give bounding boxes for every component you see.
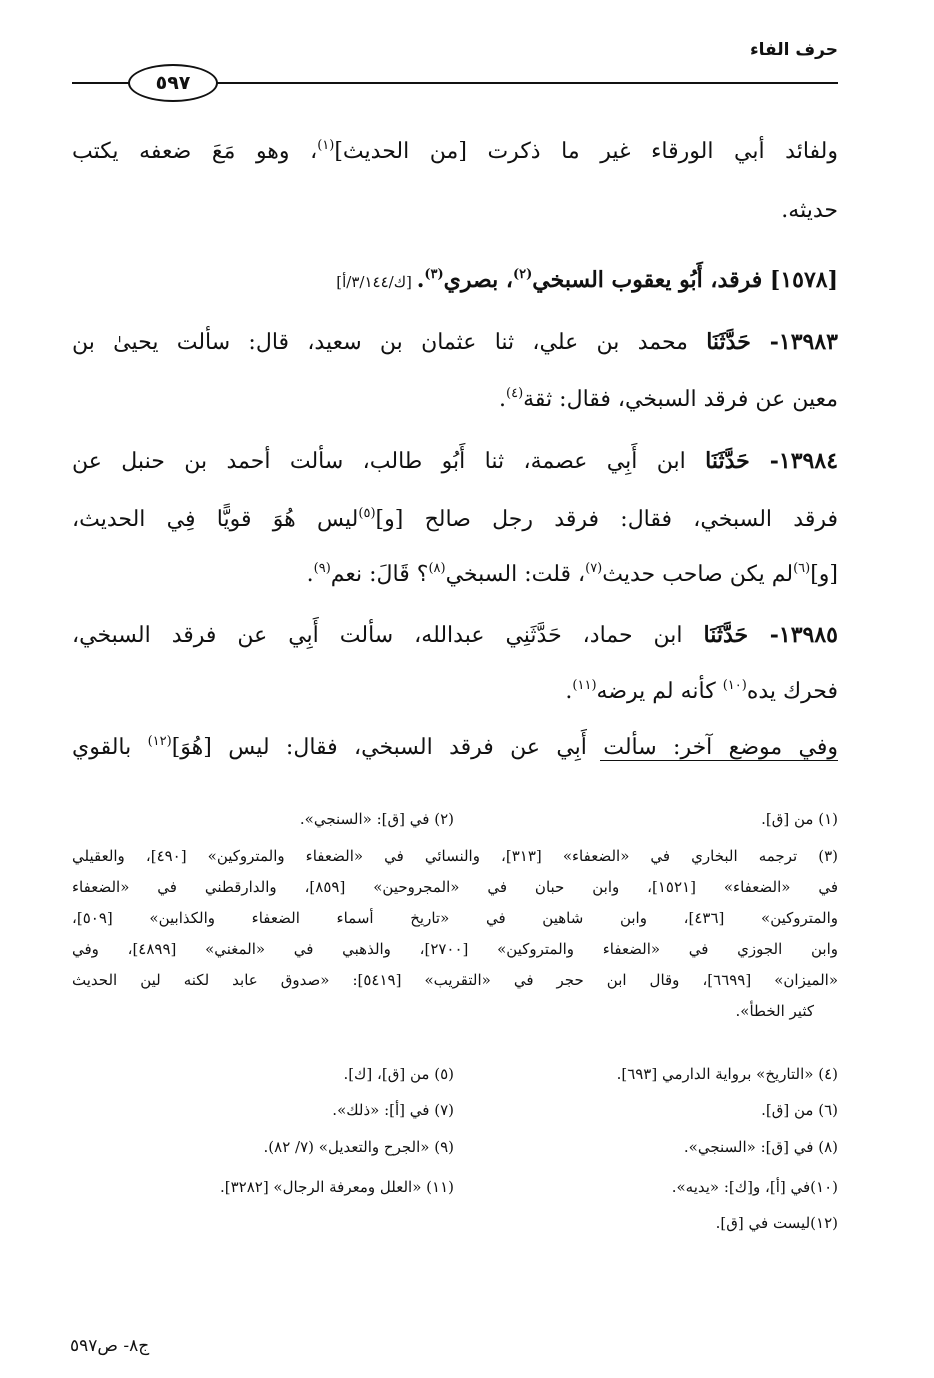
body-line: فرقد السبخي، فقال: فرقد رجل صالح [و]$^{(٥)}$ليس هُوَ قويًّا فِي الحديث، [72, 506, 839, 532]
footnote: (٢) في [ق]: «السنجي». [299, 810, 454, 828]
footnote: (١١) «العلل ومعرفة الرجال» [٣٢٨٢]. [219, 1178, 454, 1196]
hadith-line [72, 327, 838, 358]
body-line: حديثه. [781, 198, 838, 223]
chapter-title: حرف الفاء [749, 40, 838, 60]
body-line: فحرك يده$^{(١٠)}$ كأنه لم يرضه$^{(١١)}$. [565, 678, 838, 704]
footnote-line: كثير الخطأ». [735, 1002, 814, 1020]
footnote-line: في «الضعفاء» [١٥٢١]، وابن حبان في «المجروحين» [٨٥٩]، والدارقطني في «الضعفاء [72, 878, 839, 896]
entry-heading [72, 265, 838, 297]
footnote: (٩) «الجرح والتعديل» (٧/ ٨٢). [263, 1138, 454, 1156]
entry-heading-title: [١٥٧٨] فرقد، أَبُو يعقوب السبخي$^{(٢)}$، بصري$^{(٣)}$. [416, 267, 838, 293]
footnote: (١) من [ق]. [761, 810, 838, 828]
hadith-line [72, 446, 838, 477]
footnote: (١٢)ليست في [ق]. [715, 1214, 838, 1232]
body-line: ولفائد أبي الورقاء غير ما ذكرت [من الحديث]$^{(١)}$، وهو مَعَ ضعفه يكتب [72, 138, 838, 164]
footnote: (٥) من [ق]، [ك]. [343, 1065, 454, 1083]
hadith-line [72, 620, 838, 651]
footnote: (٦) من [ق]. [761, 1101, 838, 1119]
hadith-number: ١٣٩٨٣- حَدَّثَنَا [706, 329, 838, 355]
hadith-text: ابن أَبِي عصمة، ثنا أَبُو طالب، سألت أحمد بن حنبل عن [72, 449, 706, 474]
manuscript-ref: [ك/٣/١٤٤/أ] [336, 273, 417, 291]
footnote: (٧) في [أ]: «ذلك». [332, 1101, 454, 1119]
page-number-badge: ٥٩٧ [128, 64, 218, 102]
footnote-line: «الميزان» [٦٦٩٩]، وقال ابن حجر في «التقريب» [٥٤١٩]: «صدوق عابد لكنه لين الحديث [72, 971, 838, 989]
footnote-line: (٣) ترجمه البخاري في «الضعفاء» [٣١٣]، والنسائي في «الضعفاء والمتروكين» [٤٩٠]، والعقيلي [72, 847, 838, 865]
body-line: [و]$^{(٦)}$لم يكن صاحب حديث$^{(٧)}$، قلت: السبخي$^{(٨)}$؟ قَالَ: نعم$^{(٩)}$. [306, 561, 838, 587]
volume-page-reference: ج٨- ص٥٩٧ [70, 1336, 150, 1356]
hadith-number: ١٣٩٨٤- حَدَّثَنَا [705, 448, 839, 474]
footnote: (٤) «التاريخ» برواية الدارمي [٦٩٣]. [616, 1065, 838, 1083]
hadith-text: ابن حماد، حَدَّثَنِي عبدالله، سألت أَبِي عن فرقد السبخي، [72, 623, 704, 648]
footnote-line: والمتروكين» [٤٣٦]، وابن شاهين في «تاريخ أسماء الضعفاء والكذابين» [٥٠٩]، [72, 909, 838, 927]
hadith-text: محمد بن علي، ثنا عثمان بن سعيد، قال: سألت يحيىٰ بن [72, 330, 707, 355]
footnote: (١٠)في [أ]، و[ك]: «يديه». [671, 1178, 838, 1196]
footnote: (٨) في [ق]: «السنجي». [683, 1138, 838, 1156]
body-line: معين عن فرقد السبخي، فقال: ثقة$^{(٤)}$. [499, 386, 838, 412]
footnote-rule [600, 760, 838, 761]
hadith-number: ١٣٩٨٥- حَدَّثَنَا [703, 622, 838, 648]
footnote-line: وابن الجوزي في «الضعفاء والمتروكين» [٢٧٠٠]، والذهبي في «المغني» [٤٨٩٩]، وفي [72, 940, 838, 958]
body-line: وفي موضع آخر: سألت أَبِي عن فرقد السبخي، فقال: ليس [هُوَ]$^{(١٢)}$ بالقوي [72, 734, 838, 760]
